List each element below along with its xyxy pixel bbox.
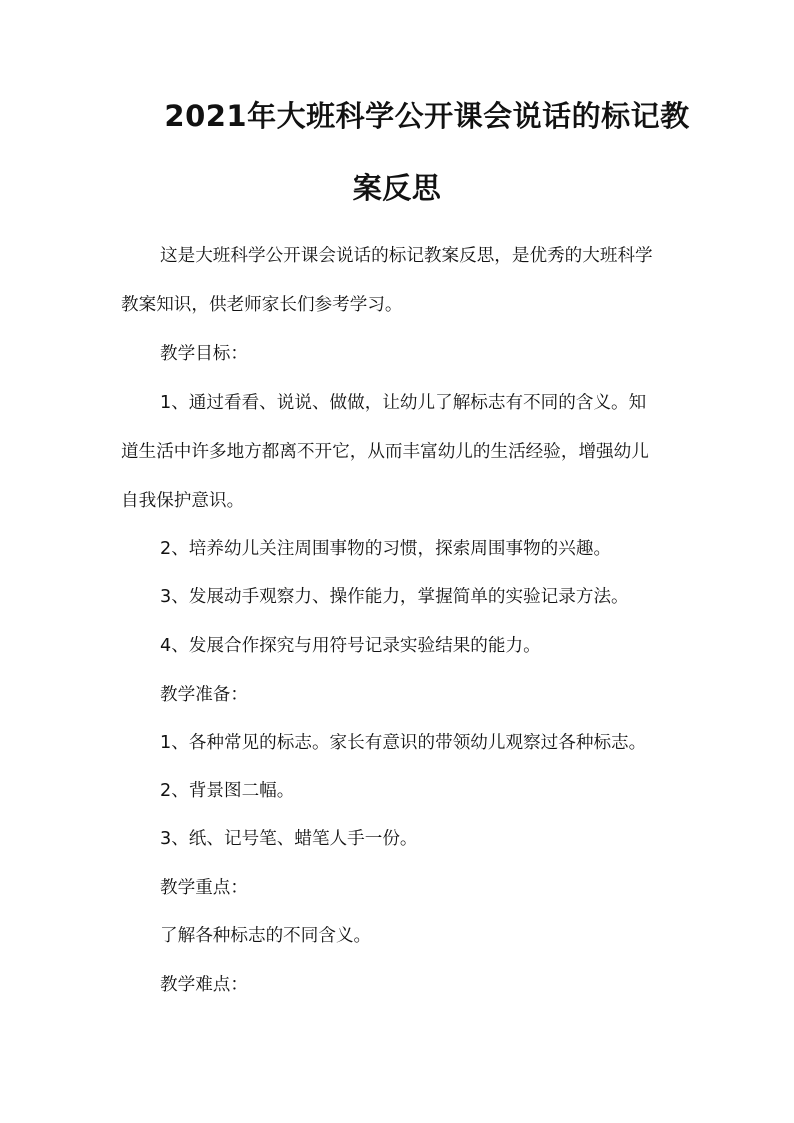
preparation-3: 3、纸、记号笔、蜡笔人手一份。 — [160, 829, 418, 849]
document-title-line-1: 2021年大班科学公开课会说话的标记教 — [164, 99, 690, 133]
preparation-heading: 教学准备： — [160, 685, 248, 705]
document-title-line-2: 案反思 — [352, 171, 442, 205]
key-point-heading: 教学重点： — [160, 878, 248, 898]
goal-1-line-3: 自我保护意识。 — [121, 491, 245, 511]
goal-1-line-2: 道生活中许多地方都离不开它，从而丰富幼儿的生活经验，增强幼儿 — [121, 442, 649, 462]
goal-3: 3、发展动手观察力、操作能力，掌握简单的实验记录方法。 — [160, 587, 629, 607]
key-point-text: 了解各种标志的不同含义。 — [160, 926, 372, 946]
goals-heading: 教学目标： — [160, 344, 248, 364]
difficulty-heading: 教学难点： — [160, 975, 248, 995]
preparation-2: 2、背景图二幅。 — [160, 781, 295, 801]
intro-paragraph-line-1: 这是大班科学公开课会说话的标记教案反思，是优秀的大班科学 — [160, 246, 653, 266]
goal-4: 4、发展合作探究与用符号记录实验结果的能力。 — [160, 636, 541, 656]
intro-paragraph-line-2: 教案知识，供老师家长们参考学习。 — [121, 295, 403, 315]
preparation-1: 1、各种常见的标志。家长有意识的带领幼儿观察过各种标志。 — [160, 733, 647, 753]
goal-1-line-1: 1、通过看看、说说、做做，让幼儿了解标志有不同的含义。知 — [160, 393, 647, 413]
goal-2: 2、培养幼儿关注周围事物的习惯，探索周围事物的兴趣。 — [160, 539, 612, 559]
